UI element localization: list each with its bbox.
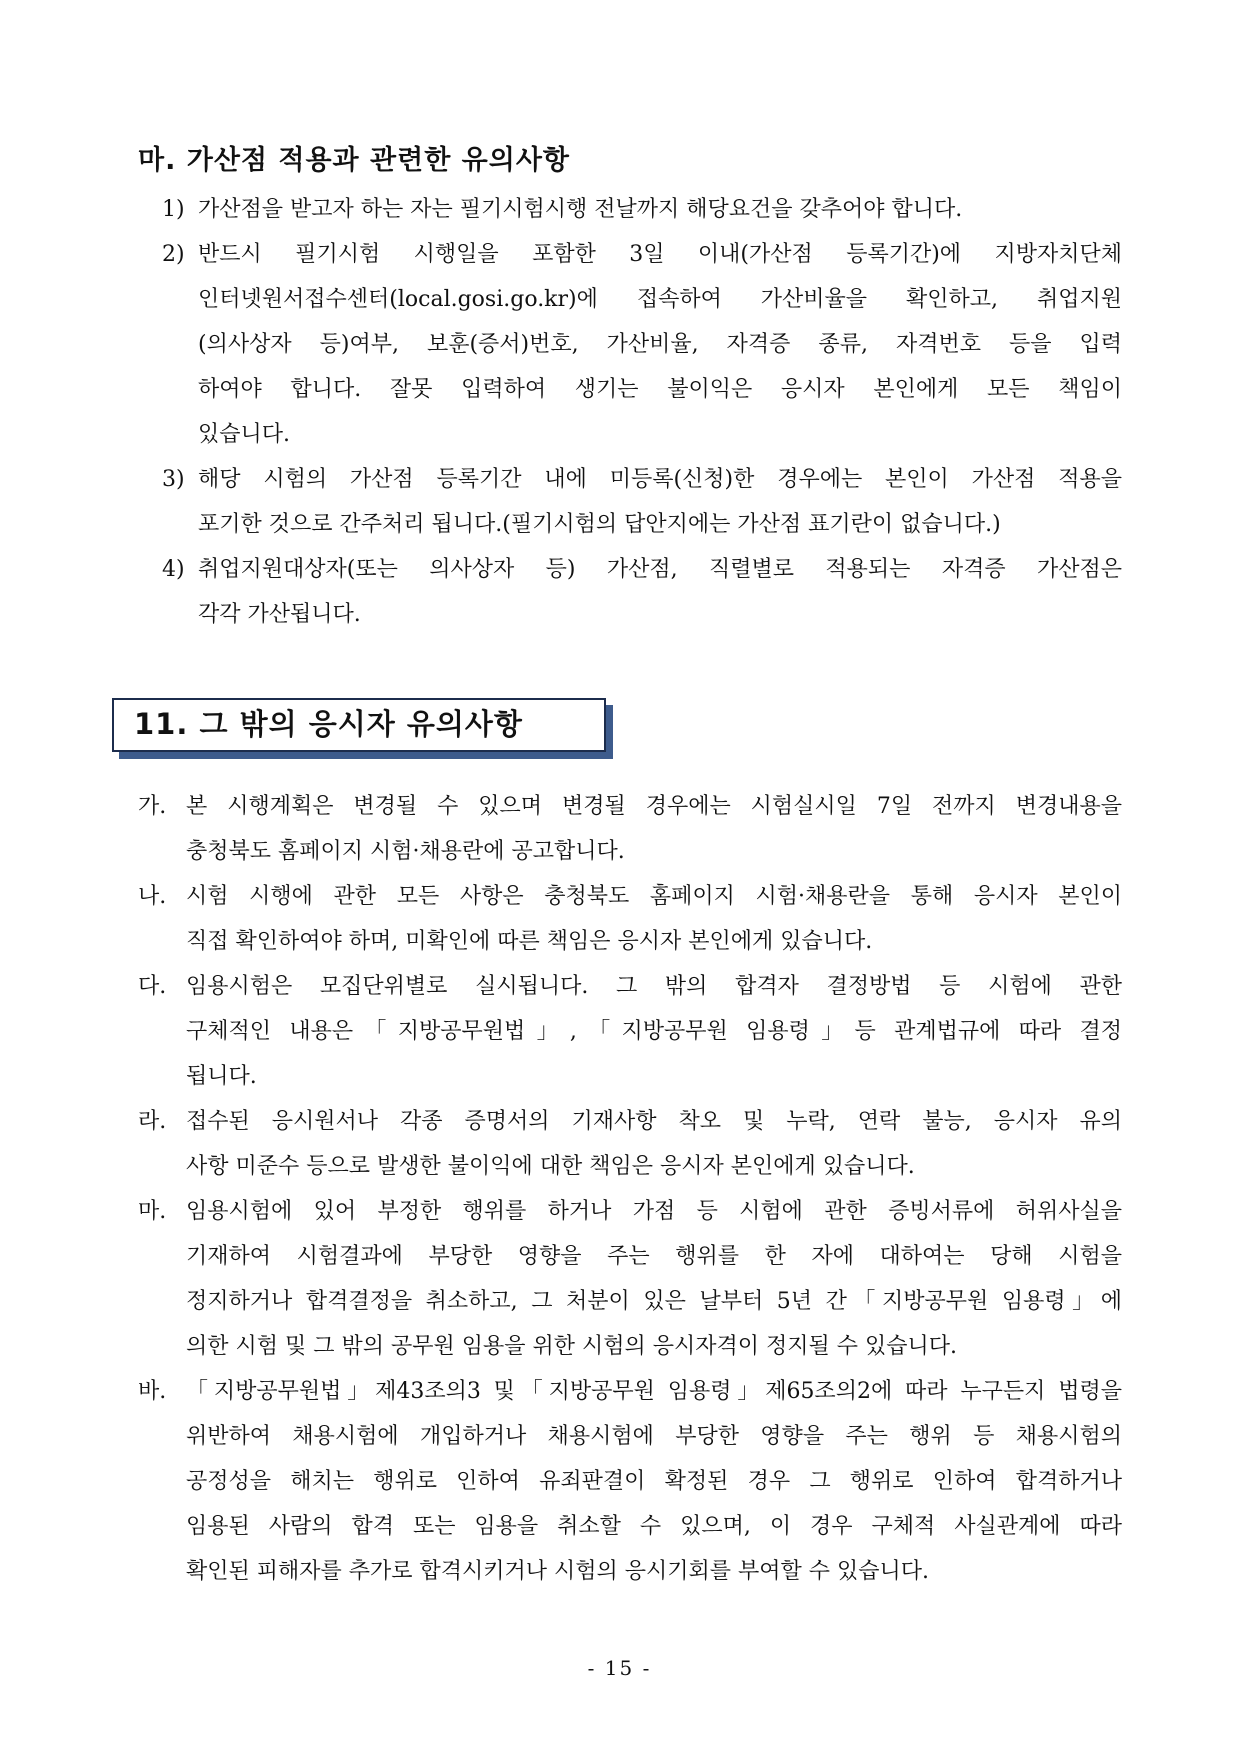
item-line: 기재하여 시험결과에 부당한 영향을 주는 행위를 한 자에 대하여는 당해 시험을 bbox=[186, 1244, 1122, 1269]
item-line: 본 시행계획은 변경될 수 있으며 변경될 경우에는 시험실시일 7일 전까지 변경내용을 bbox=[186, 794, 1122, 819]
item-line: 임용된 사람의 합격 또는 임용을 취소할 수 있으며, 이 경우 구체적 사실관계에 따라 bbox=[186, 1514, 1122, 1539]
item-line: 구체적인 내용은「지방공무원법」,「지방공무원 임용령」등 관계법규에 따라 결정 bbox=[186, 1019, 1122, 1044]
subsection-heading: 마. 가산점 적용과 관련한 유의사항 bbox=[138, 145, 571, 176]
item-line: (의사상자 등)여부, 보훈(증서)번호, 가산비율, 자격증 종류, 자격번호 등을 입력 bbox=[198, 332, 1122, 357]
item-line: 확인된 피해자를 추가로 합격시키거나 시험의 응시기회를 부여할 수 있습니다. bbox=[186, 1559, 930, 1584]
item-marker: 바. bbox=[138, 1379, 167, 1404]
item-line: 위반하여 채용시험에 개입하거나 채용시험에 부당한 영향을 주는 행위 등 채용시험의 bbox=[186, 1424, 1122, 1449]
list-item bbox=[162, 457, 1122, 547]
item-marker: 1) bbox=[162, 197, 185, 222]
item-line: 포기한 것으로 간주처리 됩니다.(필기시험의 답안지에는 가산점 표기란이 없습니다.) bbox=[198, 512, 1001, 537]
subsection-list bbox=[162, 187, 1122, 637]
list-item bbox=[138, 964, 1122, 1099]
section-list bbox=[138, 784, 1122, 1594]
item-line: 공정성을 해치는 행위로 인하여 유죄판결이 확정된 경우 그 행위로 인하여 합격하거나 bbox=[186, 1469, 1122, 1494]
item-line: 있습니다. bbox=[198, 422, 291, 447]
list-item bbox=[138, 1369, 1122, 1594]
item-line: 취업지원대상자(또는 의사상자 등) 가산점, 직렬별로 적용되는 자격증 가산점은 bbox=[198, 557, 1122, 582]
item-line: 가산점을 받고자 하는 자는 필기시험시행 전날까지 해당요건을 갖추어야 합니다. bbox=[198, 197, 963, 222]
item-marker: 라. bbox=[138, 1109, 167, 1134]
item-marker: 가. bbox=[138, 794, 167, 819]
item-line: 사항 미준수 등으로 발생한 불이익에 대한 책임은 응시자 본인에게 있습니다. bbox=[186, 1154, 915, 1179]
item-marker: 3) bbox=[162, 467, 185, 492]
item-marker: 마. bbox=[138, 1199, 167, 1224]
item-line: 됩니다. bbox=[186, 1064, 257, 1089]
list-item bbox=[162, 232, 1122, 457]
list-item bbox=[138, 874, 1122, 964]
item-line: 임용시험은 모집단위별로 실시됩니다. 그 밖의 합격자 결정방법 등 시험에 관한 bbox=[186, 974, 1122, 999]
item-line: 시험 시행에 관한 모든 사항은 충청북도 홈페이지 시험·채용란을 통해 응시자 본인이 bbox=[186, 884, 1122, 909]
page-number: - 15 - bbox=[587, 1656, 652, 1680]
item-marker: 2) bbox=[162, 242, 185, 267]
item-line: 접수된 응시원서나 각종 증명서의 기재사항 착오 및 누락, 연락 불능, 응시자 유의 bbox=[186, 1109, 1122, 1134]
item-line: 해당 시험의 가산점 등록기간 내에 미등록(신청)한 경우에는 본인이 가산점 적용을 bbox=[198, 467, 1122, 492]
item-marker: 4) bbox=[162, 557, 185, 582]
section-heading-box bbox=[112, 698, 606, 752]
item-line: 하여야 합니다. 잘못 입력하여 생기는 불이익은 응시자 본인에게 모든 책임이 bbox=[198, 377, 1122, 402]
item-line: 반드시 필기시험 시행일을 포함한 3일 이내(가산점 등록기간)에 지방자치단체 bbox=[198, 242, 1122, 267]
list-item bbox=[162, 547, 1122, 637]
item-line: 직접 확인하여야 하며, 미확인에 따른 책임은 응시자 본인에게 있습니다. bbox=[186, 929, 873, 954]
list-item bbox=[138, 784, 1122, 874]
item-line: 정지하거나 합격결정을 취소하고, 그 처분이 있은 날부터 5년 간「지방공무원 임용령」에 bbox=[186, 1289, 1122, 1314]
list-item bbox=[162, 187, 1122, 232]
section-title: 11. 그 밖의 응시자 유의사항 bbox=[134, 707, 523, 741]
item-line: 「지방공무원법」제43조의3 및「지방공무원 임용령」제65조의2에 따라 누구든지 법령을 bbox=[186, 1379, 1122, 1404]
item-marker: 다. bbox=[138, 974, 167, 999]
item-marker: 나. bbox=[138, 884, 167, 909]
item-line: 충청북도 홈페이지 시험·채용란에 공고합니다. bbox=[186, 839, 625, 864]
item-line: 인터넷원서접수센터(local.gosi.go.kr)에 접속하여 가산비율을 확인하고, 취업지원 bbox=[198, 287, 1122, 312]
item-line: 각각 가산됩니다. bbox=[198, 602, 361, 627]
list-item bbox=[138, 1189, 1122, 1369]
item-line: 의한 시험 및 그 밖의 공무원 임용을 위한 시험의 응시자격이 정지될 수 있습니다. bbox=[186, 1334, 957, 1359]
item-line: 임용시험에 있어 부정한 행위를 하거나 가점 등 시험에 관한 증빙서류에 허위사실을 bbox=[186, 1199, 1122, 1224]
list-item bbox=[138, 1099, 1122, 1189]
